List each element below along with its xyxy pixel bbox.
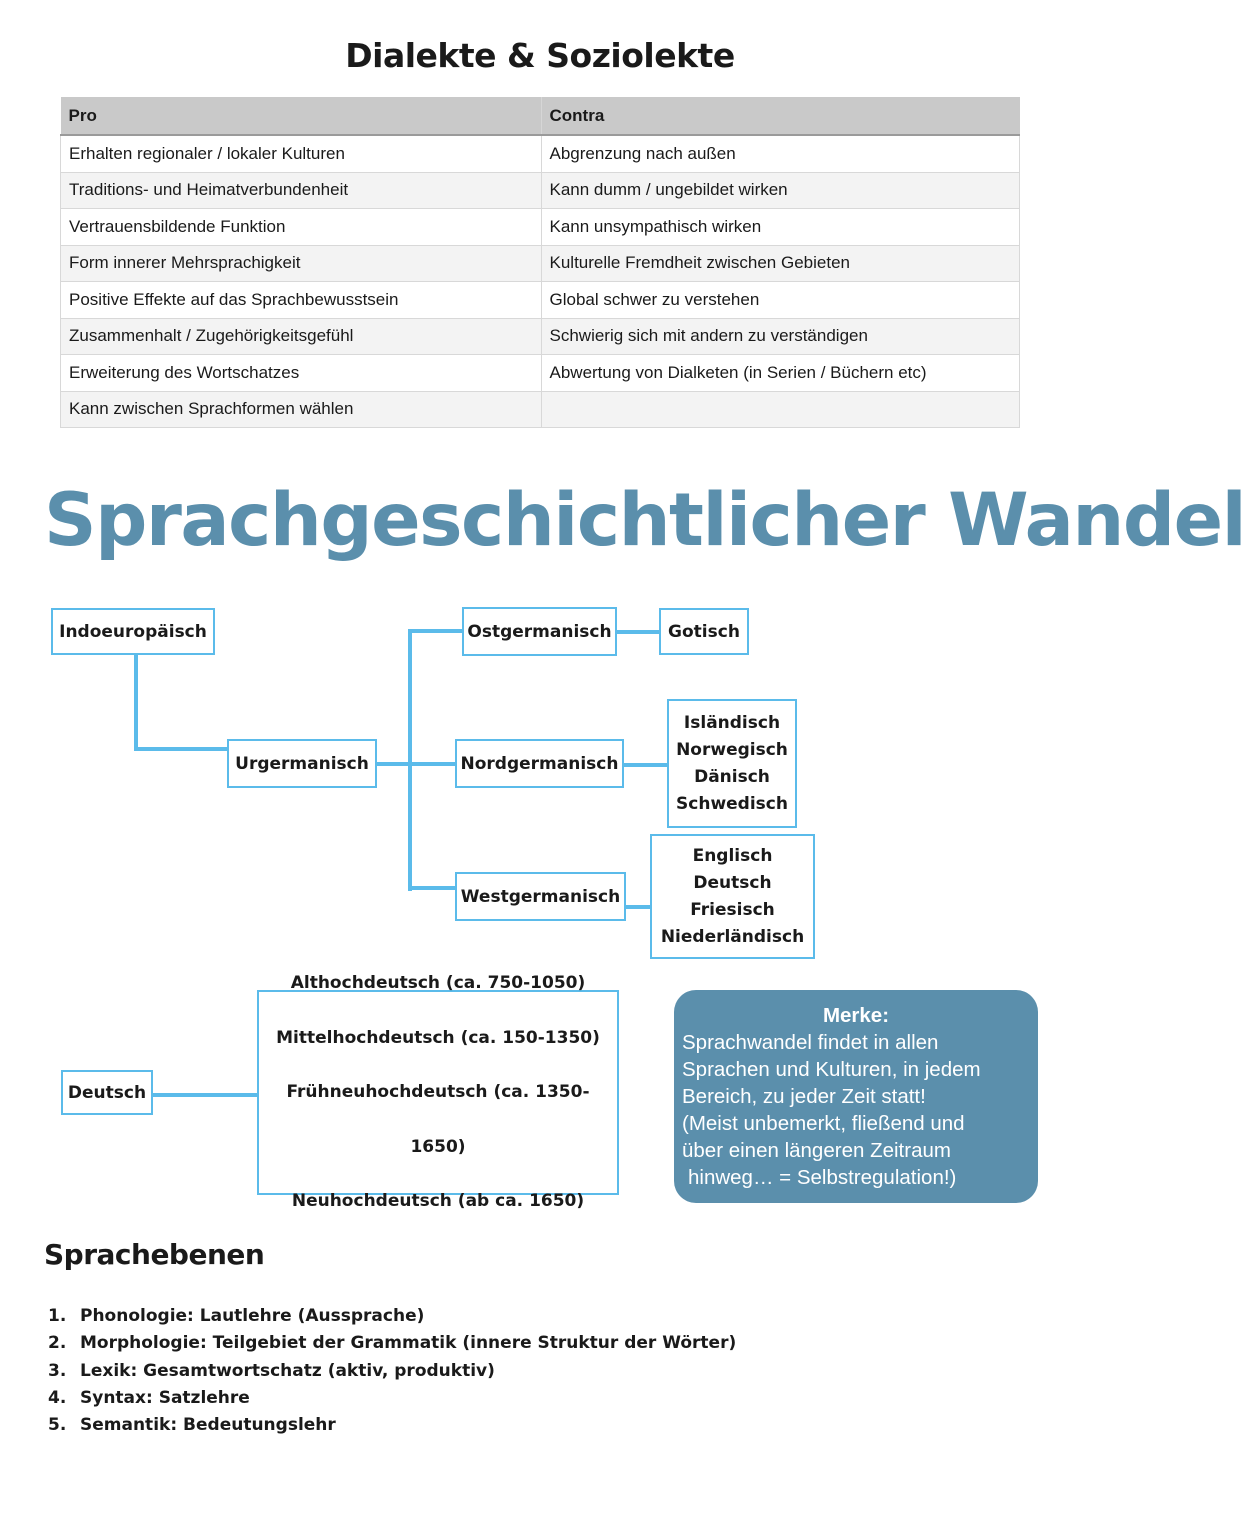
pro-cell: Vertrauensbildende Funktion [61,209,542,246]
pro-cell: Zusammenhalt / Zugehörigkeitsgefühl [61,318,542,355]
table-row [61,245,1020,282]
list-item: 2. Morphologie: Teilgebiet der Grammatik (innere Struktur der Wörter) [48,1333,737,1354]
contra-cell: Global schwer zu verstehen [541,282,1020,319]
pro-cell: Erhalten regionaler / lokaler Kulturen [61,135,542,172]
table-row [61,135,1020,172]
period-item: Mittelhochdeutsch (ca. 150-1350) [276,1027,600,1048]
connector-line [622,763,669,767]
pro-cell: Form innerer Mehrsprachigkeit [61,245,542,282]
sprachebenen-title: Sprachebenen [44,1238,265,1271]
indoeuropaeisch-box: Indoeuropäisch [51,608,215,655]
language-item: Dänisch [694,766,770,787]
westgermanisch-box: Westgermanisch [455,872,626,921]
contra-cell: Schwierig sich mit andern zu verständigen [541,318,1020,355]
periods-box [257,973,619,1212]
table-row [61,282,1020,319]
merke-line: über einen längeren Zeitraum [682,1139,951,1162]
nordgermanisch-box: Nordgermanisch [455,739,624,788]
connector-line [408,629,464,633]
table-row [61,172,1020,209]
page-title: Dialekte & Soziolekte [345,36,735,75]
west-languages-box [650,834,815,959]
language-item: Deutsch [693,872,772,893]
connector-line [408,886,457,890]
merke-line: Bereich, zu jeder Zeit statt! [682,1085,926,1108]
ostgermanisch-box: Ostgermanisch [462,607,617,656]
language-item: Schwedisch [676,793,788,814]
connector-line [375,762,457,766]
period-item: Neuhochdeutsch (ab ca. 1650) [291,1191,585,1212]
connector-line [151,1093,259,1097]
language-item: Norwegisch [676,739,788,760]
header-pro: Pro [61,97,542,135]
table-row [61,391,1020,428]
list-item: 5. Semantik: Bedeutungslehr [48,1415,336,1436]
pro-cell: Erweiterung des Wortschatzes [61,355,542,392]
sprachebenen-list [48,1303,736,1439]
nordic-languages-box [667,699,797,828]
urgermanisch-box: Urgermanisch [227,739,377,788]
table-row [61,318,1020,355]
period-item: Althochdeutsch (ca. 750-1050) [290,973,586,994]
pro-cell: Traditions- und Heimatverbundenheit [61,172,542,209]
list-item: 4. Syntax: Satzlehre [48,1387,250,1408]
list-item: 3. Lexik: Gesamtwortschatz (aktiv, produktiv) [48,1360,495,1381]
contra-cell [541,391,1020,428]
contra-cell: Abgrenzung nach außen [541,135,1020,172]
pro-contra-table [60,97,1020,428]
merke-heading: Merke: [822,1004,890,1027]
connector-line [134,747,229,751]
connector-line [134,653,138,751]
pro-cell: Kann zwischen Sprachformen wählen [61,391,542,428]
merke-line: hinweg… = Selbstregulation!) [688,1166,957,1189]
section-title: Sprachgeschichtlicher Wandel [44,478,1245,563]
list-item: 1. Phonologie: Lautlehre (Aussprache) [48,1306,425,1326]
gotisch-box: Gotisch [659,608,749,655]
contra-cell: Kann dumm / ungebildet wirken [541,172,1020,209]
language-item: Niederländisch [660,926,805,947]
merke-line: (Meist unbemerkt, fließend und [682,1112,965,1135]
connector-line [624,905,652,909]
deutsch-box: Deutsch [61,1070,153,1115]
merke-note [674,990,1038,1203]
connector-line [408,629,412,891]
table-row [61,355,1020,392]
pro-cell: Positive Effekte auf das Sprachbewusstsein [61,282,542,319]
connector-line [615,630,661,634]
language-item: Englisch [692,845,773,866]
merke-line: Sprachen und Kulturen, in jedem [682,1058,981,1081]
period-item: Frühneuhochdeutsch (ca. 1350-1650) [286,1082,590,1157]
contra-cell: Abwertung von Dialketen (in Serien / Büchern etc) [541,355,1020,392]
table-row [61,209,1020,246]
language-item: Isländisch [683,712,781,733]
header-contra: Contra [541,97,1020,135]
contra-cell: Kulturelle Fremdheit zwischen Gebieten [541,245,1020,282]
merke-line: Sprachwandel findet in allen [682,1031,939,1054]
language-item: Friesisch [690,899,775,920]
contra-cell: Kann unsympathisch wirken [541,209,1020,246]
